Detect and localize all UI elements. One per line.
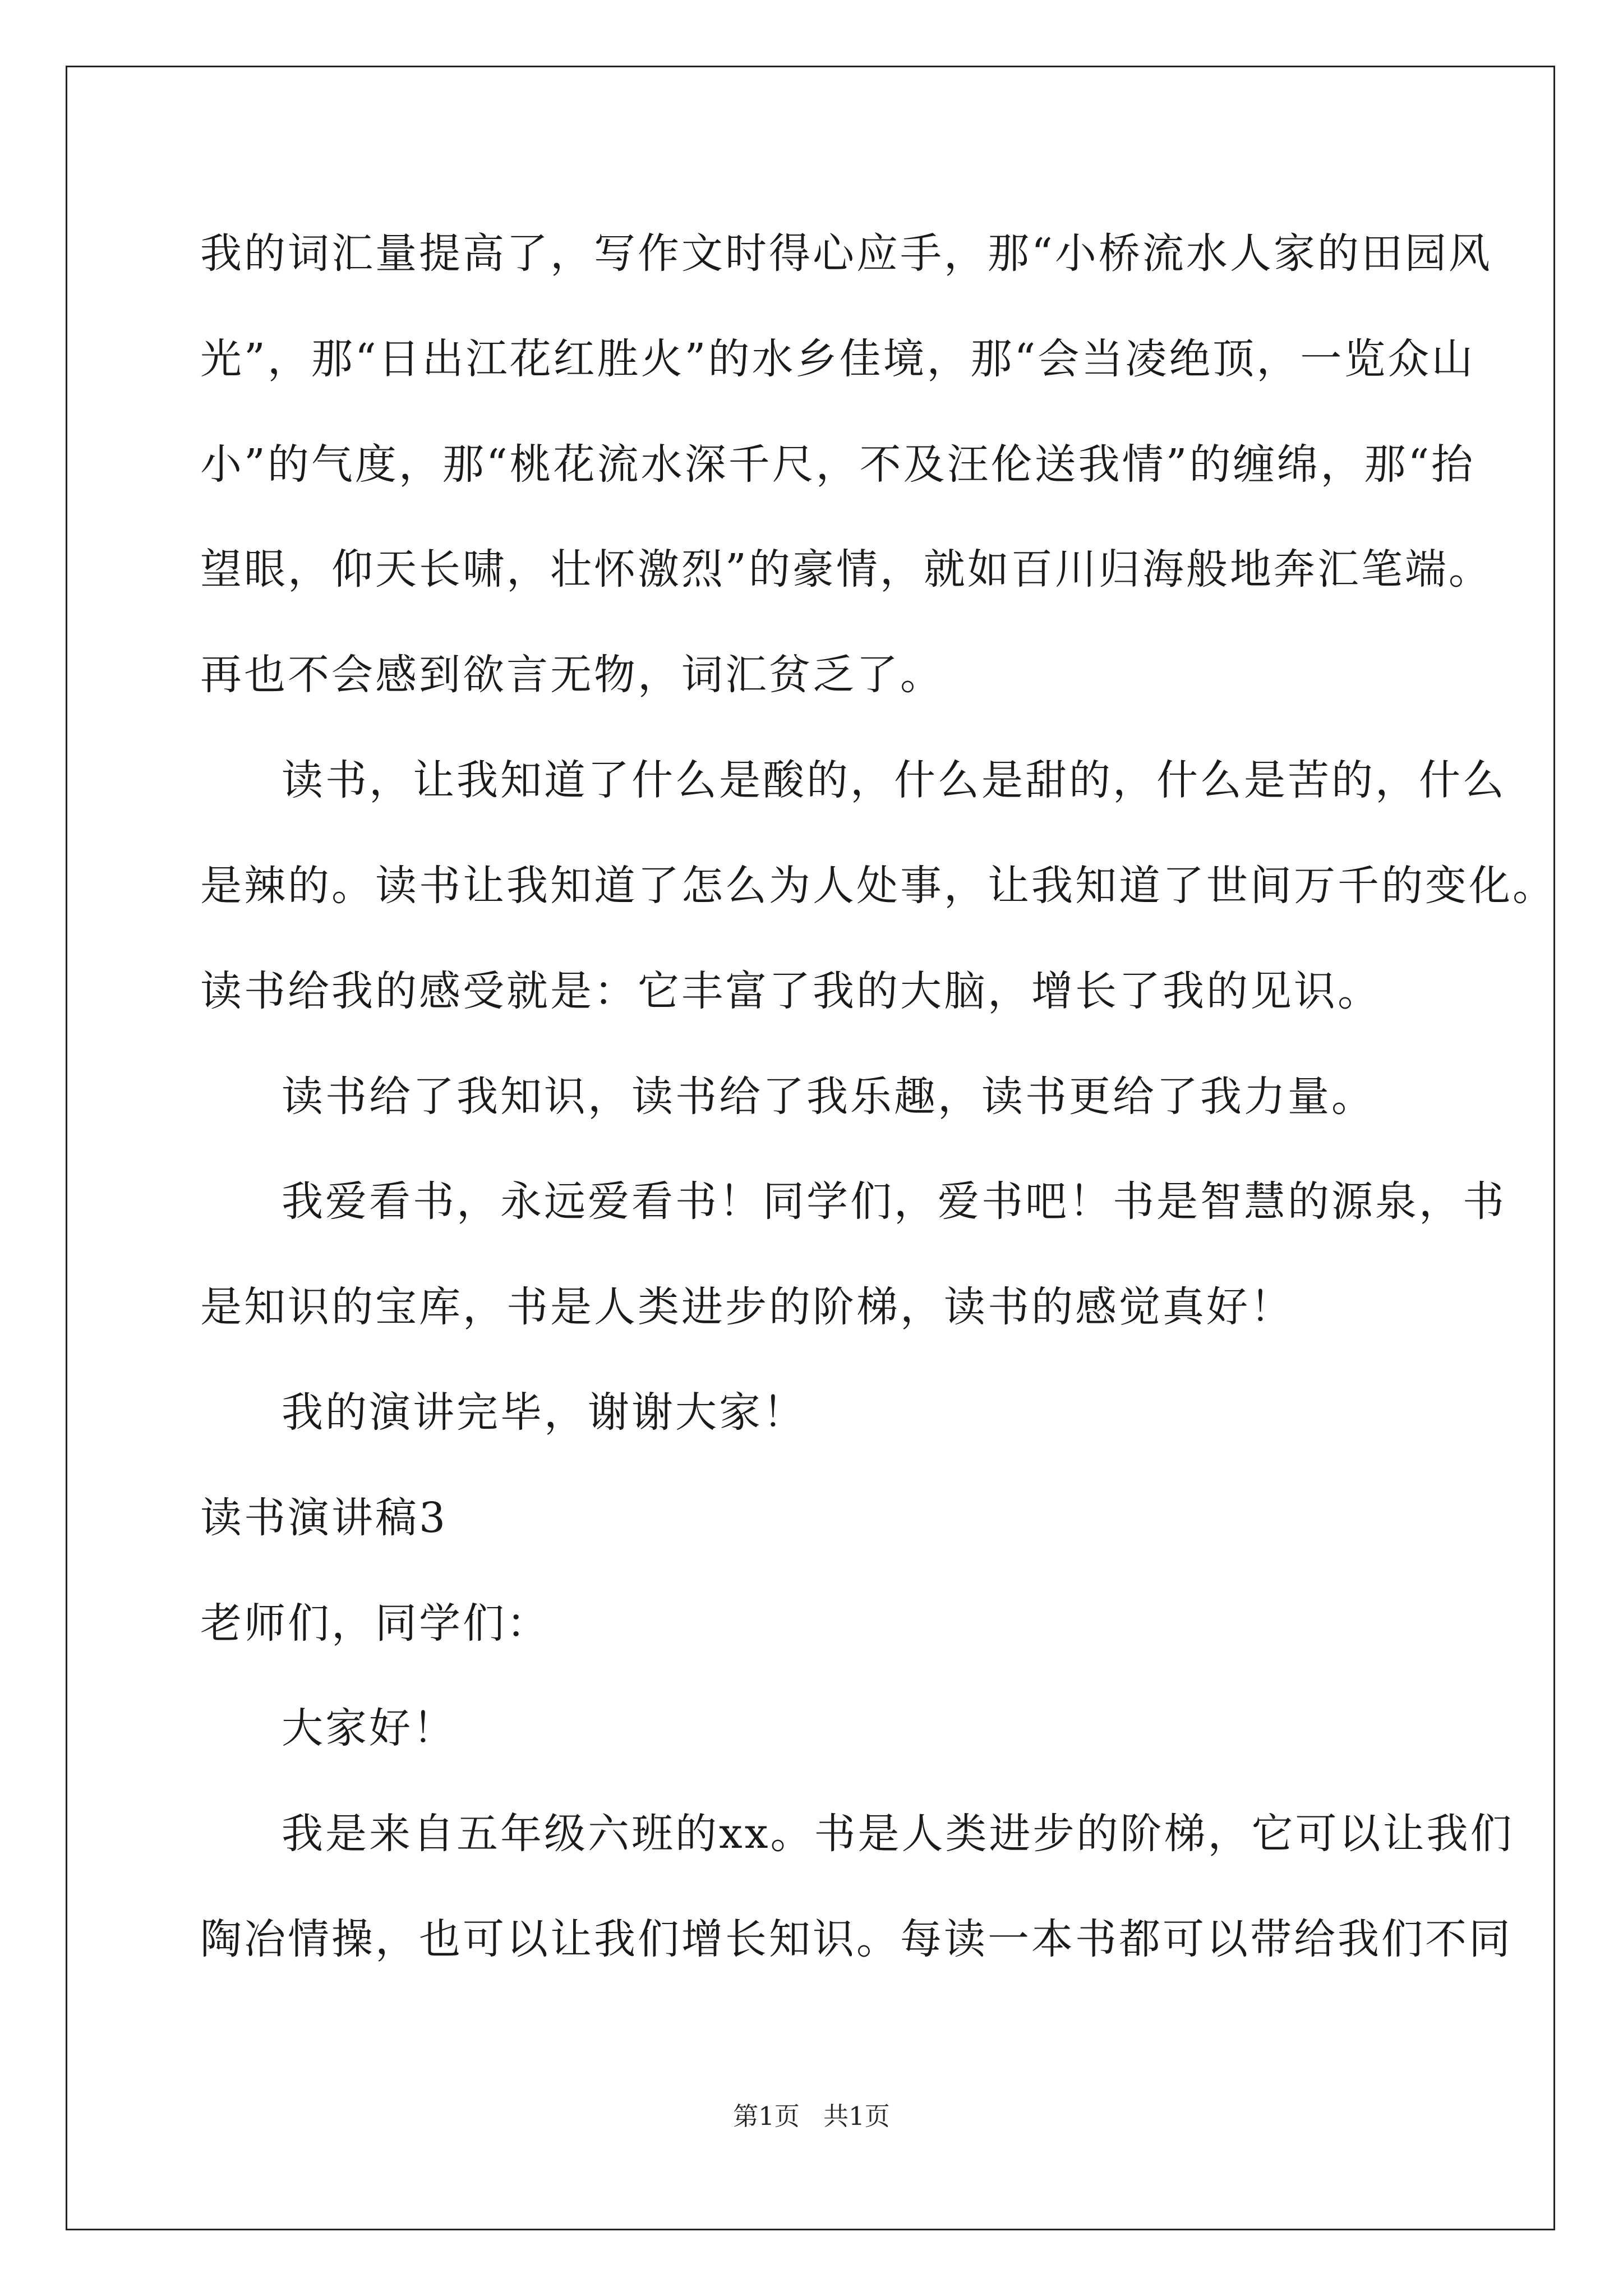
text-line: 光”，那“日出江花红胜火”的水乡佳境，那“会当凌绝顶，一览众山 bbox=[200, 335, 1476, 383]
paragraph-first-line: 我的演讲完毕，谢谢大家！ bbox=[282, 1388, 806, 1437]
text-line: 小”的气度，那“桃花流水深千尺，不及汪伦送我情”的缠绵，那“抬 bbox=[200, 440, 1476, 489]
page-number: 第1页 bbox=[733, 2101, 800, 2131]
page-border bbox=[66, 66, 1555, 2230]
paragraph-first-line: 我爱看书，永远爱看书！同学们，爱书吧！书是智慧的源泉，书 bbox=[282, 1177, 1506, 1226]
page-total: 共1页 bbox=[823, 2101, 890, 2131]
text-line: 是知识的宝库，书是人类进步的阶梯，读书的感觉真好！ bbox=[200, 1283, 1294, 1331]
paragraph-first-line: 我是来自五年级六班的xx。书是人类进步的阶梯，它可以让我们 bbox=[282, 1810, 1514, 1858]
salutation: 老师们，同学们： bbox=[200, 1599, 550, 1648]
paragraph-first-line: 读书，让我知道了什么是酸的，什么是甜的，什么是苦的，什么 bbox=[282, 756, 1506, 804]
text-line: 我的词汇量提高了，写作文时得心应手，那“小桥流水人家的田园风 bbox=[200, 229, 1492, 278]
greeting: 大家好！ bbox=[282, 1704, 457, 1752]
page-footer bbox=[0, 2101, 1623, 2132]
paragraph-first-line: 读书给了我知识，读书给了我乐趣，读书更给了我力量。 bbox=[282, 1073, 1375, 1121]
text-line: 是辣的。读书让我知道了怎么为人处事，让我知道了世间万千的变化。 bbox=[200, 862, 1556, 910]
text-line: 陶冶情操，也可以让我们增长知识。每读一本书都可以带给我们不同 bbox=[200, 1915, 1513, 1963]
text-line: 再也不会感到欲言无物，词汇贫乏了。 bbox=[200, 651, 944, 699]
section-heading: 读书演讲稿3 bbox=[200, 1494, 448, 1542]
text-line: 读书给我的感受就是：它丰富了我的大脑，增长了我的见识。 bbox=[200, 967, 1381, 1015]
text-line: 望眼，仰天长啸，壮怀激烈”的豪情，就如百川归海般地奔汇笔端。 bbox=[200, 545, 1492, 593]
